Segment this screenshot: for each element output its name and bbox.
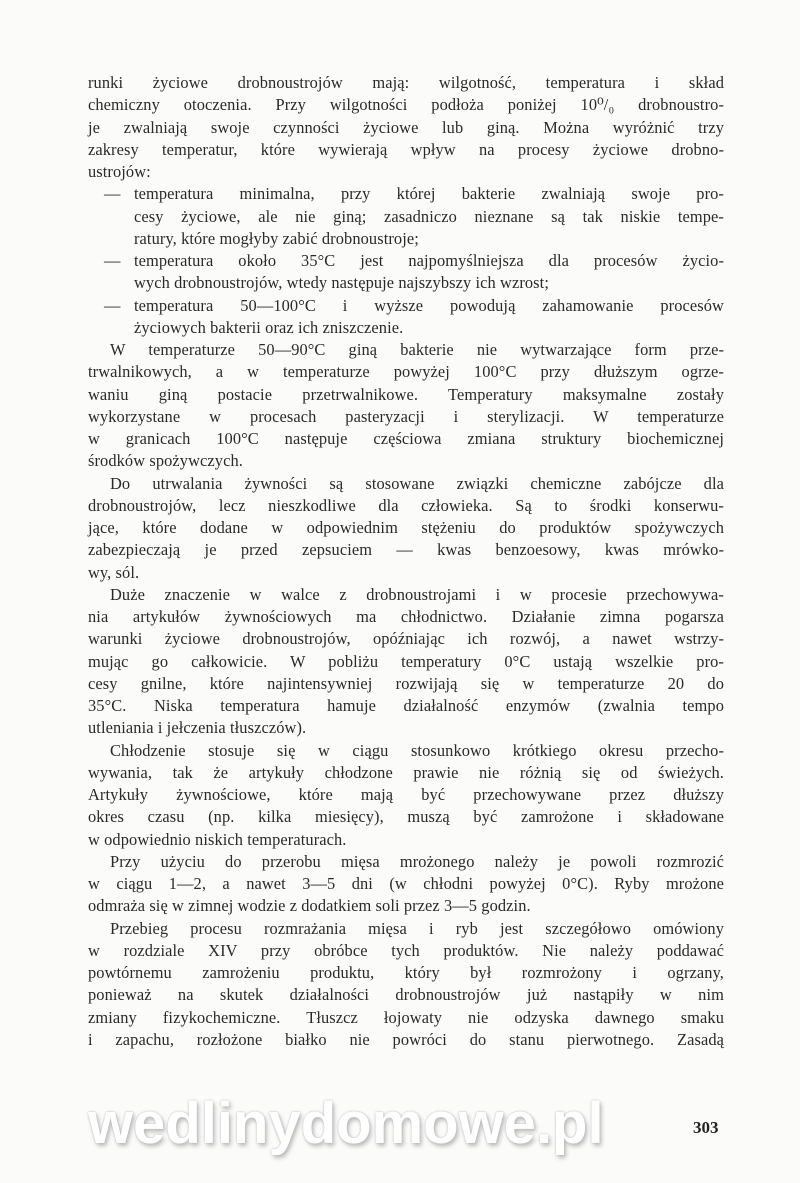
text-line (88, 295, 724, 317)
text-line: życiowych bakterii oraz ich zniszczenie. (134, 317, 404, 337)
text-line: cesy gnilne, które najintensywniej rozwijają się w temperaturze 20 do (88, 673, 724, 693)
text-line: drobnoustrojów, lecz nieszkodliwe dla człowieka. Są to środki konserwu- (88, 495, 724, 515)
text-line: W temperaturze 50—90°C giną bakterie nie wytwarzające form prze- (110, 340, 724, 359)
text-line: w granicach 100°C następuje częściowa zmiana struktury biochemicznej (88, 429, 724, 448)
paragraph (88, 473, 724, 584)
text-line: Przebieg procesu rozmrażania mięsa i ryb jest szczegółowo omówiony (110, 918, 724, 938)
text-line: w ciągu 1—2, a nawet 3—5 dni (w chłodni powyżej 0°C). Ryby mrożone (88, 874, 724, 893)
text-line: ratury, które mogłyby zabić drobnoustroje; (134, 228, 419, 248)
paragraph (88, 918, 724, 1052)
text-line: wych drobnoustrojów, wtedy następuje najszybszy ich wzrost; (134, 273, 549, 293)
text-line: runki życiowe drobnoustrojów mają: wilgotność, temperatura i skład (88, 73, 724, 92)
list-item (88, 295, 724, 340)
text-line: ustrojów: (88, 162, 151, 181)
text-line: zakresy temperatur, które wywierają wpływ na procesy życiowe drobno- (88, 139, 724, 159)
paragraph (88, 584, 724, 740)
text-line: Chłodzenie stosuje się w ciągu stosunkowo krótkiego okresu przecho- (110, 740, 724, 760)
text-line: 35°C. Niska temperatura hamuje działalność enzymów (zwalnia tempo (88, 696, 724, 715)
text-line: wywania, tak że artykuły chłodzone prawie nie różnią się od świeżych. (88, 762, 724, 782)
text-line: wykorzystane w procesach pasteryzacji i sterylizacji. W temperaturze (88, 406, 724, 426)
text-line: trwalnikowych, a w temperaturze powyżej 100°C przy dłuższym ogrze- (88, 362, 724, 382)
text-line: Przy użyciu do przerobu mięsa mrożonego należy je powoli rozmrozić (110, 851, 724, 871)
text-line: jące, które dodane w odpowiednim stężeniu do produktów spożywczych (88, 518, 724, 537)
text-line-content: temperatura minimalna, przy której bakterie zwalniają swoje pro- (134, 184, 724, 204)
text-line: Artykuły żywnościowe, które mają być przechowywane przez dłuższy (88, 785, 724, 804)
text-line: Duże znaczenie w walce z drobnoustrojami i w procesie przechowywa- (110, 584, 724, 604)
text-line: w rozdziale XIV przy obróbce tych produktów. Nie należy poddawać (88, 940, 724, 960)
list-dash: — (104, 251, 121, 270)
text-line: nia artykułów żywnościowych ma chłodnictwo. Działanie zimna pogarsza (88, 607, 724, 626)
text-line: okres czasu (np. kilka miesięcy), muszą być zamrożone i składowane (88, 807, 724, 827)
page-number: 303 (693, 1118, 719, 1137)
list-item (88, 250, 724, 295)
page-body-text (88, 72, 724, 1051)
text-line: chemiczny otoczenia. Przy wilgotności podłoża poniżej 10⁰/₀ drobnoustro- (88, 95, 724, 115)
text-line: wy, sól. (88, 562, 140, 582)
text-line: mując go całkowicie. W pobliżu temperatury 0°C ustają wszelkie pro- (88, 651, 724, 671)
list-item (88, 183, 724, 250)
text-line: środków spożywczych. (88, 451, 243, 471)
text-line: i zapachu, rozłożone białko nie powróci do stanu pierwotnego. Zasadą (88, 1029, 724, 1049)
text-line (88, 250, 724, 272)
paragraph (88, 72, 724, 183)
text-line: je zwalniają swoje czynności życiowe lub giną. Można wyróżnić trzy (88, 117, 724, 137)
site-watermark: wedlinydomowe.pl (88, 1091, 604, 1156)
text-line: zabezpieczają je przed zepsuciem — kwas benzoesowy, kwas mrówko- (88, 540, 724, 560)
list-dash: — (104, 295, 121, 315)
text-line-content: temperatura około 35°C jest najpomyślniejsza dla procesów życio- (134, 251, 724, 270)
text-line: utleniania i jełczenia tłuszczów). (88, 718, 307, 738)
text-line: waniu giną postacie przetrwalnikowe. Temperatury maksymalne zostały (88, 384, 724, 404)
text-line: w odpowiednio niskich temperaturach. (88, 829, 347, 849)
paragraph (88, 851, 724, 918)
text-line: odmraża się w zimnej wodzie z dodatkiem soli przez 3—5 godzin. (88, 896, 531, 916)
paragraph (88, 339, 724, 473)
text-line: Do utrwalania żywności są stosowane związki chemiczne zabójcze dla (110, 473, 724, 493)
text-line: powtórnemu zamrożeniu produktu, który był rozmrożony i ogrzany, (88, 963, 724, 982)
list-dash: — (104, 184, 121, 204)
text-line-content: temperatura 50—100°C i wyższe powodują zahamowanie procesów (134, 295, 724, 315)
text-line: ponieważ na skutek działalności drobnoustrojów już nastąpiły w nim (88, 985, 724, 1005)
text-line (88, 183, 724, 205)
paragraph (88, 740, 724, 851)
text-line: zmiany fizykochemiczne. Tłuszcz łojowaty nie odzyska dawnego smaku (88, 1007, 724, 1027)
text-line: warunki życiowe drobnoustrojów, opóźniając ich rozwój, a nawet wstrzy- (88, 629, 724, 649)
text-line: cesy życiowe, ale nie giną; zasadniczo nieznane są tak niskie tempe- (134, 206, 724, 226)
